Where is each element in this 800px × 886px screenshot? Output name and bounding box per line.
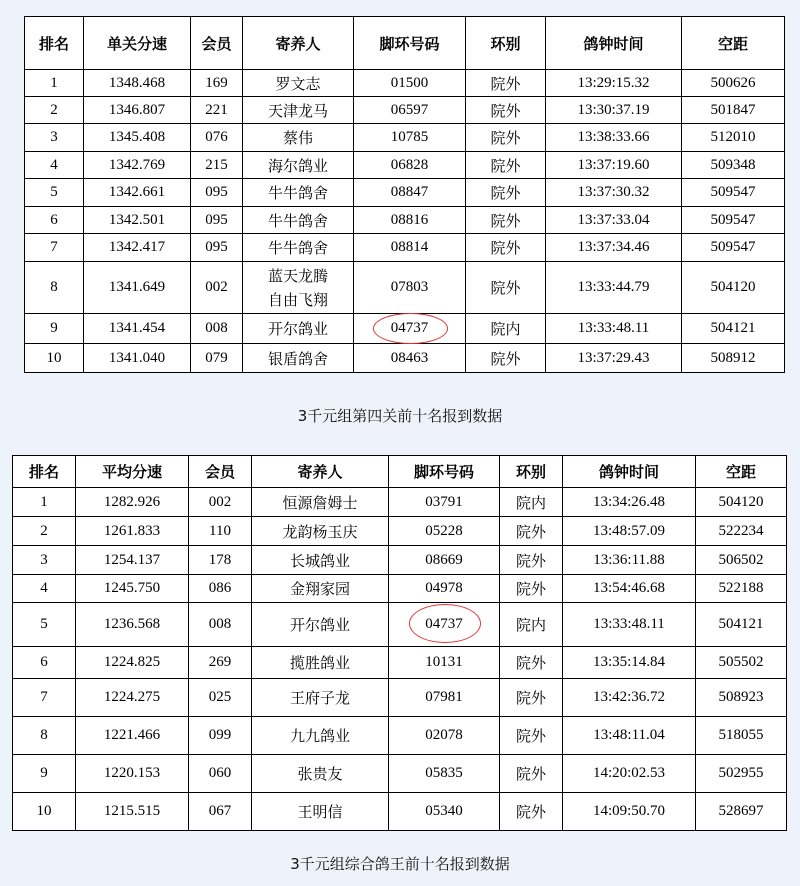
rank-cell: 7 xyxy=(13,679,76,717)
ring-type-cell: 院内 xyxy=(500,603,563,647)
ring-number-cell: 05835 xyxy=(389,755,500,793)
rank-cell: 10 xyxy=(25,344,84,373)
table-row xyxy=(25,314,785,344)
ring-number-cell: 08814 xyxy=(354,234,466,262)
clock-time-cell: 13:37:30.32 xyxy=(546,179,682,207)
table-header-row xyxy=(25,17,785,70)
table-caption: 3千元组综合鸽王前十名报到数据 xyxy=(290,855,510,873)
speed-cell: 1342.769 xyxy=(84,152,191,179)
table-row xyxy=(25,179,785,207)
ring-number-cell: 05228 xyxy=(389,517,500,546)
table-header-row xyxy=(13,456,787,488)
column-header: 脚环号码 xyxy=(389,456,500,488)
rank-cell: 2 xyxy=(25,97,84,124)
ring-type-cell: 院外 xyxy=(500,679,563,717)
clock-time-cell: 13:33:44.79 xyxy=(546,262,682,314)
column-header: 寄养人 xyxy=(252,456,389,488)
clock-time-cell: 14:20:02.53 xyxy=(563,755,696,793)
rank-cell: 3 xyxy=(25,124,84,152)
member-cell: 169 xyxy=(191,70,243,97)
speed-cell: 1341.649 xyxy=(84,262,191,314)
speed-cell: 1345.408 xyxy=(84,124,191,152)
distance-cell: 512010 xyxy=(682,124,785,152)
distance-cell: 518055 xyxy=(696,717,787,755)
speed-cell: 1245.750 xyxy=(76,575,189,603)
clock-time-cell: 13:34:26.48 xyxy=(563,488,696,517)
clock-time-cell: 13:33:48.11 xyxy=(563,603,696,647)
member-cell: 086 xyxy=(189,575,252,603)
distance-cell: 509547 xyxy=(682,234,785,262)
speed-cell: 1224.275 xyxy=(76,679,189,717)
member-cell: 060 xyxy=(189,755,252,793)
column-header: 寄养人 xyxy=(243,17,354,70)
table-row xyxy=(25,124,785,152)
rank-cell: 6 xyxy=(13,647,76,679)
table-row xyxy=(13,647,787,679)
column-header: 空距 xyxy=(682,17,785,70)
ring-number-cell: 05340 xyxy=(389,793,500,831)
column-header: 脚环号码 xyxy=(354,17,466,70)
ring-type-cell: 院外 xyxy=(466,179,546,207)
table-row xyxy=(25,152,785,179)
ring-type-cell: 院内 xyxy=(466,314,546,344)
member-cell: 008 xyxy=(189,603,252,647)
owner-cell: 龙韵杨玉庆 xyxy=(252,517,389,546)
member-cell: 269 xyxy=(189,647,252,679)
distance-cell: 508923 xyxy=(696,679,787,717)
speed-cell: 1346.807 xyxy=(84,97,191,124)
distance-cell: 509547 xyxy=(682,179,785,207)
header-row xyxy=(13,456,787,488)
speed-cell: 1348.468 xyxy=(84,70,191,97)
rank-cell: 5 xyxy=(13,603,76,647)
table-row xyxy=(25,234,785,262)
ring-type-cell: 院外 xyxy=(500,575,563,603)
member-cell: 099 xyxy=(189,717,252,755)
speed-cell: 1254.137 xyxy=(76,546,189,575)
table-row xyxy=(25,207,785,234)
distance-cell: 504121 xyxy=(696,603,787,647)
owner-cell: 银盾鸽舍 xyxy=(243,344,354,373)
header-row xyxy=(25,17,785,70)
ring-type-cell: 院外 xyxy=(500,793,563,831)
ring-type-cell: 院外 xyxy=(500,717,563,755)
ring-number-cell: 01500 xyxy=(354,70,466,97)
clock-time-cell: 13:38:33.66 xyxy=(546,124,682,152)
table-row xyxy=(13,488,787,517)
distance-cell: 504120 xyxy=(696,488,787,517)
speed-cell: 1236.568 xyxy=(76,603,189,647)
speed-cell: 1342.661 xyxy=(84,179,191,207)
ring-number-cell: 08847 xyxy=(354,179,466,207)
member-cell: 095 xyxy=(191,179,243,207)
column-header: 排名 xyxy=(25,17,84,70)
member-cell: 002 xyxy=(189,488,252,517)
rank-cell: 8 xyxy=(13,717,76,755)
rank-cell: 2 xyxy=(13,517,76,546)
ring-type-cell: 院外 xyxy=(500,517,563,546)
table-row xyxy=(13,679,787,717)
clock-time-cell: 13:29:15.32 xyxy=(546,70,682,97)
clock-time-cell: 13:30:37.19 xyxy=(546,97,682,124)
distance-cell: 504121 xyxy=(682,314,785,344)
member-cell: 110 xyxy=(189,517,252,546)
table-row xyxy=(25,262,785,314)
member-cell: 095 xyxy=(191,234,243,262)
ring-number-cell: 08669 xyxy=(389,546,500,575)
rank-cell: 5 xyxy=(25,179,84,207)
speed-cell: 1341.040 xyxy=(84,344,191,373)
table-row xyxy=(13,575,787,603)
distance-cell: 509547 xyxy=(682,207,785,234)
speed-cell: 1282.926 xyxy=(76,488,189,517)
member-cell: 178 xyxy=(189,546,252,575)
owner-line: 自由飞翔 xyxy=(267,290,328,309)
ring-type-cell: 院外 xyxy=(466,262,546,314)
owner-cell xyxy=(243,262,354,314)
table-row xyxy=(13,755,787,793)
clock-time-cell: 13:48:11.04 xyxy=(563,717,696,755)
clock-time-cell: 13:37:33.04 xyxy=(546,207,682,234)
ring-type-cell: 院内 xyxy=(500,488,563,517)
owner-cell: 金翔家园 xyxy=(252,575,389,603)
column-header: 会员 xyxy=(191,17,243,70)
speed-cell: 1224.825 xyxy=(76,647,189,679)
ring-number-cell: 07803 xyxy=(354,262,466,314)
owner-cell: 天津龙马 xyxy=(243,97,354,124)
ring-number-cell: 06597 xyxy=(354,97,466,124)
table-caption: 3千元组第四关前十名报到数据 xyxy=(297,407,503,425)
table-row xyxy=(13,517,787,546)
ring-type-cell: 院外 xyxy=(466,152,546,179)
ring-number-cell: 07981 xyxy=(389,679,500,717)
rank-cell: 1 xyxy=(13,488,76,517)
clock-time-cell: 13:33:48.11 xyxy=(546,314,682,344)
owner-cell: 张贵友 xyxy=(252,755,389,793)
owner-cell: 开尔鸽业 xyxy=(243,314,354,344)
ring-type-cell: 院外 xyxy=(466,344,546,373)
ring-number-cell xyxy=(389,603,500,647)
ring-number-cell: 04978 xyxy=(389,575,500,603)
distance-cell: 500626 xyxy=(682,70,785,97)
clock-time-cell: 13:37:34.46 xyxy=(546,234,682,262)
column-header: 环别 xyxy=(466,17,546,70)
table-row xyxy=(25,70,785,97)
owner-line: 蓝天龙腾 xyxy=(267,266,328,285)
rank-cell: 9 xyxy=(13,755,76,793)
table-row xyxy=(13,717,787,755)
owner-cell: 恒源詹姆士 xyxy=(252,488,389,517)
rank-cell: 3 xyxy=(13,546,76,575)
speed-cell: 1215.515 xyxy=(76,793,189,831)
owner-cell: 海尔鸽业 xyxy=(243,152,354,179)
column-header: 排名 xyxy=(13,456,76,488)
ring-number-cell: 10131 xyxy=(389,647,500,679)
owner-cell: 牛牛鸽舍 xyxy=(243,207,354,234)
ring-number-cell: 08463 xyxy=(354,344,466,373)
clock-time-cell: 14:09:50.70 xyxy=(563,793,696,831)
distance-cell: 504120 xyxy=(682,262,785,314)
speed-cell: 1341.454 xyxy=(84,314,191,344)
table-row xyxy=(25,344,785,373)
owner-cell: 九九鸽业 xyxy=(252,717,389,755)
clock-time-cell: 13:54:46.68 xyxy=(563,575,696,603)
member-cell: 025 xyxy=(189,679,252,717)
member-cell: 221 xyxy=(191,97,243,124)
table-row xyxy=(13,793,787,831)
ring-number-cell xyxy=(354,314,466,344)
owner-cell: 牛牛鸽舍 xyxy=(243,179,354,207)
ring-number-cell: 10785 xyxy=(354,124,466,152)
rank-cell: 4 xyxy=(13,575,76,603)
owner-cell: 王明信 xyxy=(252,793,389,831)
speed-cell: 1221.466 xyxy=(76,717,189,755)
distance-cell: 522234 xyxy=(696,517,787,546)
member-cell: 002 xyxy=(191,262,243,314)
overall-champion-table xyxy=(12,455,787,831)
column-header: 环别 xyxy=(500,456,563,488)
stage4-results-table xyxy=(24,16,785,373)
highlighted-ring-number: 04737 xyxy=(425,616,463,632)
ring-type-cell: 院外 xyxy=(466,207,546,234)
rank-cell: 7 xyxy=(25,234,84,262)
rank-cell: 10 xyxy=(13,793,76,831)
owner-cell: 揽胜鸽业 xyxy=(252,647,389,679)
column-header: 会员 xyxy=(189,456,252,488)
ring-type-cell: 院外 xyxy=(466,97,546,124)
ring-type-cell: 院外 xyxy=(466,234,546,262)
clock-time-cell: 13:37:29.43 xyxy=(546,344,682,373)
member-cell: 215 xyxy=(191,152,243,179)
ring-number-cell: 03791 xyxy=(389,488,500,517)
distance-cell: 501847 xyxy=(682,97,785,124)
distance-cell: 522188 xyxy=(696,575,787,603)
member-cell: 076 xyxy=(191,124,243,152)
clock-time-cell: 13:35:14.84 xyxy=(563,647,696,679)
column-header: 鸽钟时间 xyxy=(546,17,682,70)
column-header: 鸽钟时间 xyxy=(563,456,696,488)
ring-type-cell: 院外 xyxy=(500,755,563,793)
rank-cell: 4 xyxy=(25,152,84,179)
owner-cell: 牛牛鸽舍 xyxy=(243,234,354,262)
ring-number-cell: 08816 xyxy=(354,207,466,234)
column-header: 平均分速 xyxy=(76,456,189,488)
clock-time-cell: 13:37:19.60 xyxy=(546,152,682,179)
highlighted-ring-number: 04737 xyxy=(390,320,429,336)
ring-type-cell: 院外 xyxy=(466,124,546,152)
column-header: 单关分速 xyxy=(84,17,191,70)
member-cell: 067 xyxy=(189,793,252,831)
member-cell: 079 xyxy=(191,344,243,373)
table-row xyxy=(13,603,787,647)
distance-cell: 505502 xyxy=(696,647,787,679)
owner-cell: 开尔鸽业 xyxy=(252,603,389,647)
owner-cell: 王府子龙 xyxy=(252,679,389,717)
ring-type-cell: 院外 xyxy=(466,70,546,97)
distance-cell: 506502 xyxy=(696,546,787,575)
column-header: 空距 xyxy=(696,456,787,488)
rank-cell: 8 xyxy=(25,262,84,314)
ring-type-cell: 院外 xyxy=(500,546,563,575)
table-row xyxy=(13,546,787,575)
distance-cell: 509348 xyxy=(682,152,785,179)
owner-cell: 长城鸽业 xyxy=(252,546,389,575)
clock-time-cell: 13:48:57.09 xyxy=(563,517,696,546)
distance-cell: 508912 xyxy=(682,344,785,373)
distance-cell: 528697 xyxy=(696,793,787,831)
rank-cell: 6 xyxy=(25,207,84,234)
rank-cell: 9 xyxy=(25,314,84,344)
ring-number-cell: 02078 xyxy=(389,717,500,755)
ring-number-cell: 06828 xyxy=(354,152,466,179)
table-row xyxy=(25,97,785,124)
speed-cell: 1261.833 xyxy=(76,517,189,546)
member-cell: 008 xyxy=(191,314,243,344)
owner-cell: 罗文志 xyxy=(243,70,354,97)
owner-cell: 蔡伟 xyxy=(243,124,354,152)
clock-time-cell: 13:42:36.72 xyxy=(563,679,696,717)
speed-cell: 1220.153 xyxy=(76,755,189,793)
ring-type-cell: 院外 xyxy=(500,647,563,679)
clock-time-cell: 13:36:11.88 xyxy=(563,546,696,575)
speed-cell: 1342.501 xyxy=(84,207,191,234)
member-cell: 095 xyxy=(191,207,243,234)
distance-cell: 502955 xyxy=(696,755,787,793)
rank-cell: 1 xyxy=(25,70,84,97)
speed-cell: 1342.417 xyxy=(84,234,191,262)
